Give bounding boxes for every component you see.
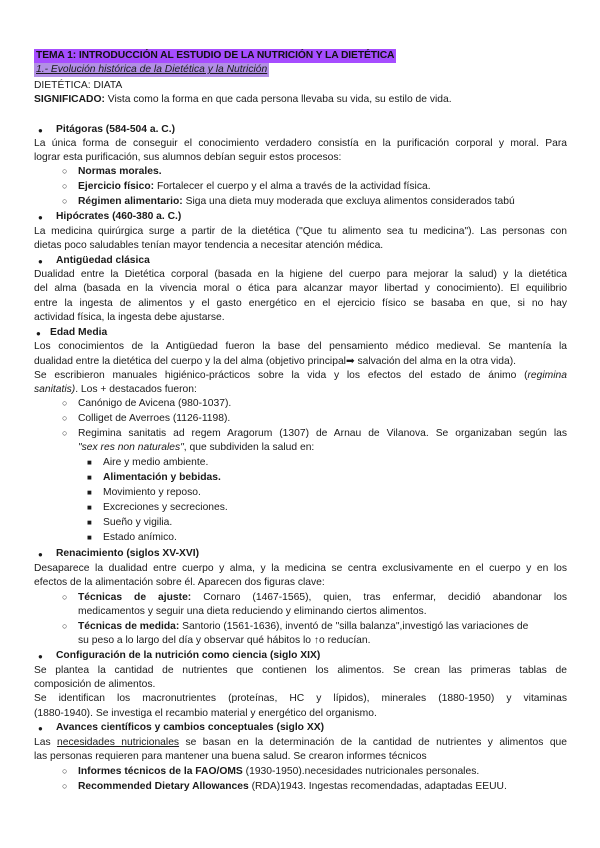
bullet-icon: ●	[38, 550, 43, 559]
paragraph-line: lograr esta purificación, sus alumnos debían seguir estos procesos:	[34, 152, 342, 163]
paragraph-line: Desaparece la dualidad entre cuerpo y alma, y la medicina se centra exclusivamente en el cuerpo y en los	[34, 563, 567, 574]
paragraph-line: Dualidad entre la Dietética corporal (basada en la higiene del cuerpo para mejorar la salud) y la dietética	[34, 269, 567, 280]
avances-heading: Avances científicos y cambios conceptuales (siglo XX)	[56, 722, 325, 733]
paragraph-line: actividad física, la ingesta debe ajustarse.	[34, 312, 225, 323]
bullet-icon: ●	[38, 213, 43, 222]
bullet-icon: ●	[38, 126, 43, 135]
paragraph-line: Se plantea la cantidad de nutrientes que contienen los alimentos. Se crean las primeras tablas de	[34, 665, 567, 676]
bullet-icon: ●	[38, 257, 43, 266]
sub-list-item: Sueño y vigilia.	[103, 517, 173, 528]
paragraph-line: efectos de la alimentación sobre él. Aparecen dos figuras clave:	[34, 577, 325, 588]
bullet-icon: ●	[38, 724, 43, 733]
diet-line: DIETÉTICA: DIATA	[34, 80, 123, 91]
subtitle-line	[34, 63, 567, 77]
antiguedad-heading: Antigüedad clásica	[56, 255, 150, 266]
circle-bullet-icon: ○	[62, 781, 68, 791]
document-title: TEMA 1: INTRODUCCIÓN AL ESTUDIO DE LA NUTRICIÓN Y LA DIETÉTICA	[36, 50, 395, 61]
sub-list-item: Movimiento y reposo.	[103, 487, 201, 498]
list-item: Técnicas de ajuste: Cornaro (1467-1565), quien, tras enfermar, decidió abandonar los	[78, 592, 567, 603]
section-subtitle: 1.- Evolución histórica de la Dietética y la Nutrición	[36, 64, 268, 75]
paragraph-line: Se identifican los macronutrientes (proteínas, HC y lípidos), minerales (1880-1950) y vitaminas	[34, 693, 567, 704]
list-item-continuation: medicamentos y seguir una dieta reduciendo y eliminando ciertos alimentos.	[78, 606, 427, 617]
square-bullet-icon: ■	[87, 473, 92, 482]
circle-bullet-icon: ○	[62, 196, 68, 206]
renacimiento-heading: Renacimiento (siglos XV-XVI)	[56, 548, 200, 559]
hipocrates-heading: Hipócrates (460-380 a. C.)	[56, 211, 182, 222]
circle-bullet-icon: ○	[62, 413, 68, 423]
circle-bullet-icon: ○	[62, 166, 68, 176]
list-item: Canónigo de Avicena (980-1037).	[78, 398, 232, 409]
significado-line: SIGNIFICADO: Vista como la forma en que cada persona llevaba su vida, su estilo de vida.	[34, 94, 452, 105]
edad-media-heading: Edad Media	[50, 327, 108, 338]
list-item-continuation: "sex res non naturales", que subdividen la salud en:	[78, 442, 315, 453]
list-item: Régimen alimentario: Siga una dieta muy moderada que excluya alimentos considerados tabú	[78, 196, 515, 207]
list-item: Normas morales.	[78, 166, 162, 177]
paragraph-line: Los conocimientos de la Antigüedad fueron la base del pensamiento médico medieval. Se mantenía la	[34, 341, 567, 352]
circle-bullet-icon: ○	[62, 398, 68, 408]
paragraph-line: las personas requieren para mantener una buena salud. Se crearon informes técnicos	[34, 751, 427, 762]
paragraph-line: del alma (basada en la vivencia moral o ética para alcanzar mayor libertad y conocimiento). El equilibrio	[34, 283, 567, 294]
bullet-icon: ●	[38, 652, 43, 661]
paragraph-line: Se escribieron manuales higiénico-prácticos sobre la vida y los efectos del estado de ánimo (regimina	[34, 370, 567, 381]
paragraph-line: Las necesidades nutricionales se basan en la determinación de la cantidad de nutrientes y alimentos que	[34, 737, 567, 748]
paragraph-line: La medicina quirúrgica surge a partir de la dietética ("Que tu alimento sea tu medicina"). Las personas con	[34, 226, 567, 237]
list-item: Informes técnicos de la FAO/OMS (1930-1950).necesidades nutricionales personales.	[78, 766, 480, 777]
sub-list-item: Excreciones y secreciones.	[103, 502, 228, 513]
square-bullet-icon: ■	[87, 503, 92, 512]
sub-list-item: Estado anímico.	[103, 532, 177, 543]
list-item-continuation: su peso a lo largo del día y observar qué hábitos lo ↑o reducían.	[78, 635, 371, 646]
paragraph-line: dietas poco saludables tenían mayor tendencia a necesitar atención médica.	[34, 240, 384, 251]
sub-list-item: Alimentación y bebidas.	[103, 472, 221, 483]
list-item: Colliget de Averroes (1126-1198).	[78, 413, 231, 424]
circle-bullet-icon: ○	[62, 592, 68, 602]
paragraph-line: dualidad entre la dietética del cuerpo y la del alma (objetivo principal➡ salvación del alma en la otra vida).	[34, 356, 516, 367]
square-bullet-icon: ■	[87, 518, 92, 527]
paragraph-line: La única forma de conseguir el conocimiento verdadero consistía en la purificación corporal y moral. Para	[34, 138, 567, 149]
square-bullet-icon: ■	[87, 533, 92, 542]
paragraph-line: (1880-1940). Se investiga el recambio material y energético del organismo.	[34, 708, 377, 719]
list-item: Técnicas de medida: Santorio (1561-1636), inventó de "silla balanza",investigó las variaciones de	[78, 621, 529, 632]
circle-bullet-icon: ○	[62, 766, 68, 776]
paragraph-line: entre la ingesta de alimentos y el gasto energético en el ejercicio físico se basaba en que, si no hay	[34, 298, 567, 309]
sub-list-item: Aire y medio ambiente.	[103, 457, 209, 468]
circle-bullet-icon: ○	[62, 181, 68, 191]
title-line	[34, 49, 567, 63]
circle-bullet-icon: ○	[62, 428, 68, 438]
square-bullet-icon: ■	[87, 488, 92, 497]
paragraph-line: composición de alimentos.	[34, 679, 156, 690]
circle-bullet-icon: ○	[62, 621, 68, 631]
square-bullet-icon: ■	[87, 458, 92, 467]
ciencia-heading: Configuración de la nutrición como ciencia (siglo XIX)	[56, 650, 321, 661]
list-item: Recommended Dietary Allowances (RDA)1943. Ingestas recomendadas, adaptadas EEUU.	[78, 781, 507, 792]
bullet-icon: ●	[36, 329, 41, 338]
pitagoras-heading: Pitágoras (584-504 a. C.)	[56, 124, 176, 135]
list-item: Regimina sanitatis ad regem Aragorum (1307) de Arnau de Vilanova. Se organizaban según las	[78, 428, 567, 439]
list-item: Ejercicio físico: Fortalecer el cuerpo y el alma a través de la actividad física.	[78, 181, 431, 192]
paragraph-line: sanitatis). Los + destacados fueron:	[34, 384, 197, 395]
